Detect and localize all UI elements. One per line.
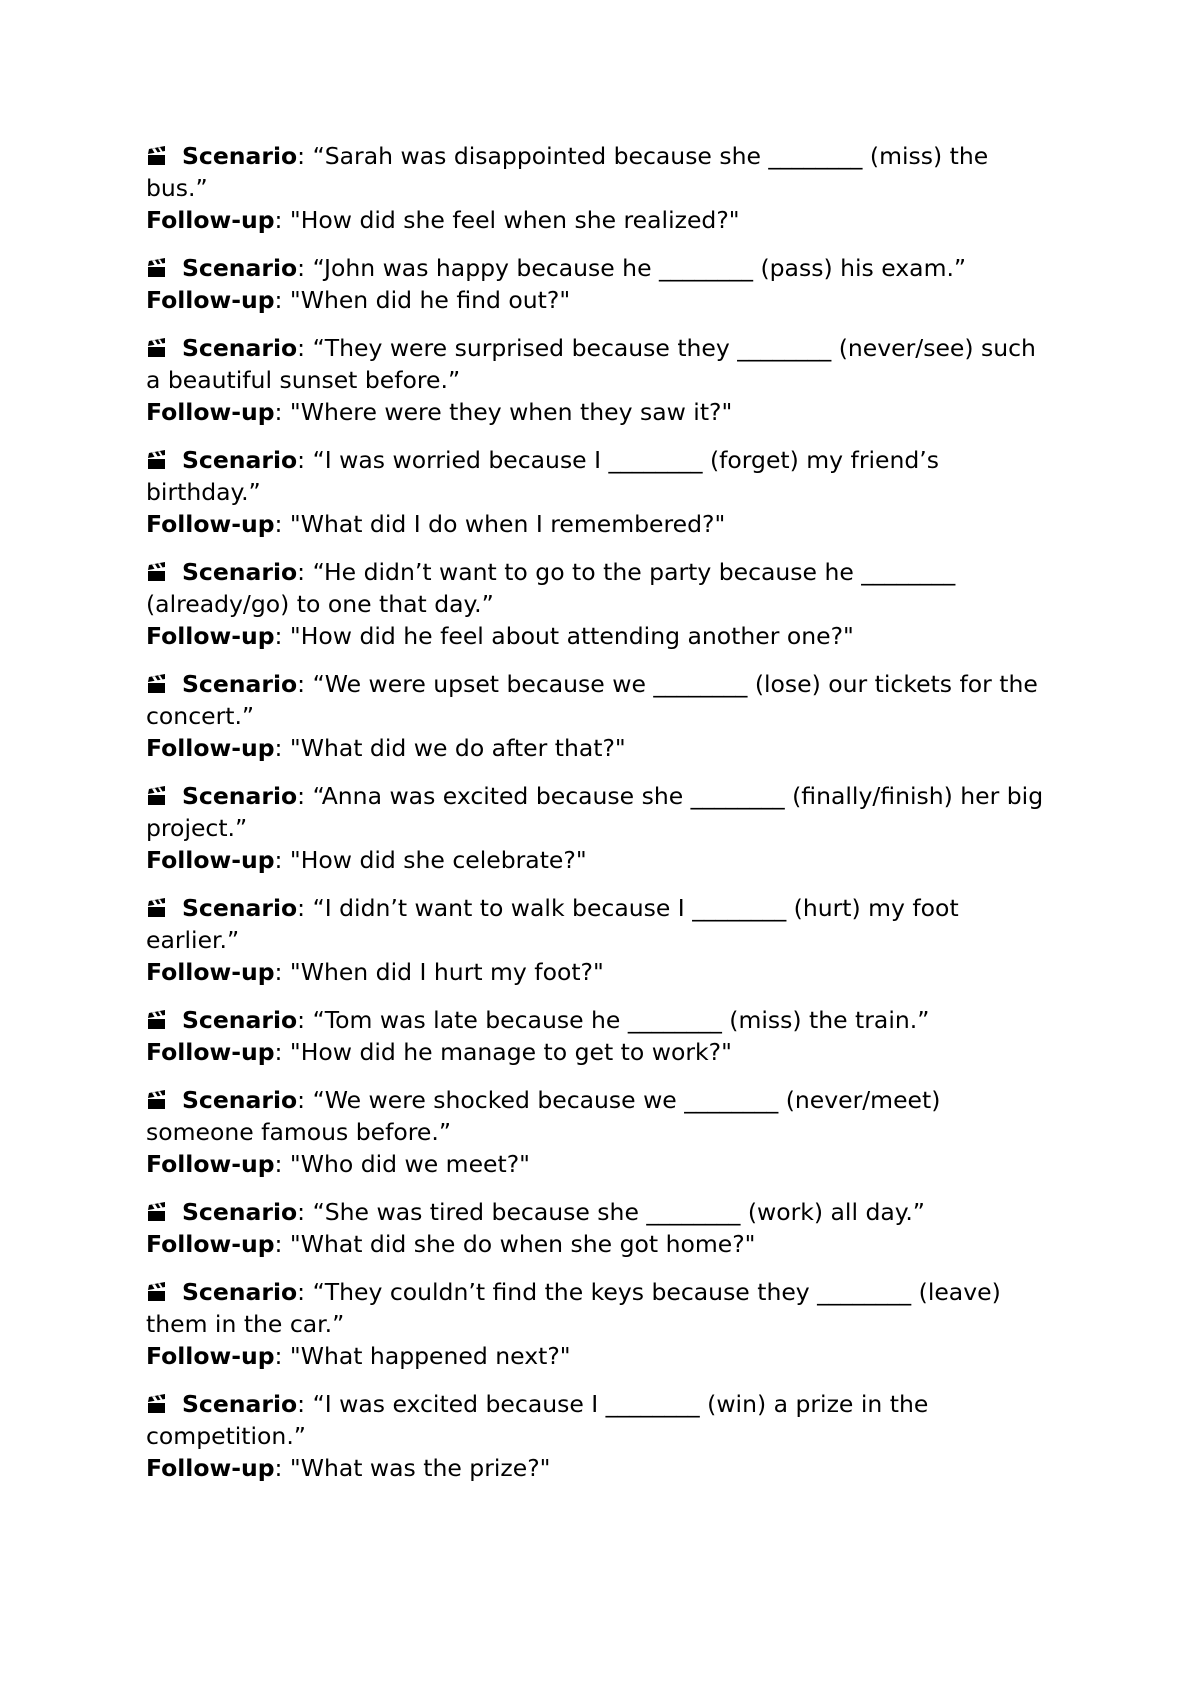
followup-label: Follow-up [146, 958, 275, 986]
followup-line: Follow-up: "Who did we meet?" [146, 1150, 530, 1178]
followup-label: Follow-up [146, 398, 275, 426]
scenario-item [146, 668, 1046, 764]
followup-line: Follow-up: "Where were they when they saw it?" [146, 398, 733, 426]
followup-label: Follow-up [146, 846, 275, 874]
scenario-text: “Tom was late because he ________ (miss) the train.” [312, 1006, 930, 1034]
followup-text: "Who did we meet?" [289, 1150, 530, 1178]
scenario-text: “John was happy because he ________ (pass) his exam.” [312, 254, 967, 282]
scenario-line: Scenario: “Tom was late because he ________ (miss) the train.” [146, 1004, 1046, 1036]
followup-text: "When did I hurt my foot?" [289, 958, 604, 986]
followup-text: "What did we do after that?" [289, 734, 626, 762]
scenario-text: “I was excited because I ________ (win) a prize in the competition.” [146, 1390, 929, 1450]
followup-label: Follow-up [146, 206, 275, 234]
scenario-item [146, 1004, 1046, 1068]
followup-line: Follow-up: "What did I do when I remembered?" [146, 510, 726, 538]
followup-label: Follow-up [146, 622, 275, 650]
scenario-text: “He didn’t want to go to the party because he ________ (already/go) to one that day.” [146, 558, 956, 618]
clapperboard-icon [146, 1009, 168, 1031]
scenario-line: Scenario: “Sarah was disappointed because she ________ (miss) the bus.” [146, 142, 989, 202]
followup-text: "How did she feel when she realized?" [289, 206, 740, 234]
scenario-label: Scenario [182, 1086, 298, 1114]
clapperboard-icon [146, 145, 168, 167]
scenario-item [146, 332, 1046, 428]
scenario-text: “They couldn’t find the keys because they ________ (leave) them in the car.” [146, 1278, 1001, 1338]
scenario-line: Scenario: “He didn’t want to go to the party because he ________ (already/go) to one that day.” [146, 558, 956, 618]
followup-text: "How did he manage to get to work?" [289, 1038, 732, 1066]
scenario-line: Scenario: “Anna was excited because she ________ (finally/finish) her big project.” [146, 782, 1044, 842]
clapperboard-icon [146, 257, 168, 279]
followup-line: Follow-up: "How did he manage to get to work?" [146, 1038, 732, 1066]
followup-label: Follow-up [146, 1454, 275, 1482]
followup-label: Follow-up [146, 1038, 275, 1066]
scenario-item [146, 140, 1046, 236]
scenario-item [146, 892, 1046, 988]
scenario-item [146, 556, 1046, 652]
clapperboard-icon [146, 785, 168, 807]
scenario-item [146, 780, 1046, 876]
clapperboard-icon [146, 561, 168, 583]
followup-label: Follow-up [146, 286, 275, 314]
followup-label: Follow-up [146, 510, 275, 538]
followup-text: "What did I do when I remembered?" [289, 510, 726, 538]
scenario-line: Scenario: “I was worried because I ________ (forget) my friend’s birthday.” [146, 446, 939, 506]
scenario-line: Scenario: “They couldn’t find the keys because they ________ (leave) them in the car.” [146, 1278, 1001, 1338]
scenario-item [146, 252, 1046, 316]
scenario-line: Scenario: “She was tired because she ________ (work) all day.” [146, 1196, 1046, 1228]
followup-line: Follow-up: "How did she celebrate?" [146, 846, 587, 874]
scenario-text: “I didn’t want to walk because I ________ (hurt) my foot earlier.” [146, 894, 959, 954]
scenario-text: “We were upset because we ________ (lose) our tickets for the concert.” [146, 670, 1038, 730]
followup-label: Follow-up [146, 1342, 275, 1370]
followup-line: Follow-up: "What was the prize?" [146, 1454, 551, 1482]
scenario-text: “Sarah was disappointed because she ________ (miss) the bus.” [146, 142, 989, 202]
scenario-label: Scenario [182, 1006, 298, 1034]
followup-line: Follow-up: "What did we do after that?" [146, 734, 626, 762]
scenario-text: “We were shocked because we ________ (never/meet) someone famous before.” [146, 1086, 941, 1146]
scenario-text: “Anna was excited because she ________ (finally/finish) her big project.” [146, 782, 1044, 842]
scenario-label: Scenario [182, 894, 298, 922]
scenario-item [146, 444, 1046, 540]
followup-text: "How did she celebrate?" [289, 846, 587, 874]
followup-text: "How did he feel about attending another one?" [289, 622, 854, 650]
scenario-label: Scenario [182, 782, 298, 810]
scenario-label: Scenario [182, 1278, 298, 1306]
followup-text: "What happened next?" [289, 1342, 571, 1370]
followup-line: Follow-up: "When did he find out?" [146, 286, 571, 314]
scenario-label: Scenario [182, 558, 298, 586]
followup-line: Follow-up: "How did he feel about attending another one?" [146, 622, 854, 650]
clapperboard-icon [146, 337, 168, 359]
scenario-text: “She was tired because she ________ (work) all day.” [312, 1198, 925, 1226]
scenario-label: Scenario [182, 142, 298, 170]
followup-line: Follow-up: "When did I hurt my foot?" [146, 958, 604, 986]
scenario-line: Scenario: “I was excited because I ________ (win) a prize in the competition.” [146, 1390, 929, 1450]
followup-line: Follow-up: "How did she feel when she realized?" [146, 206, 740, 234]
followup-text: "Where were they when they saw it?" [289, 398, 733, 426]
scenario-label: Scenario [182, 1198, 298, 1226]
scenario-item [146, 1388, 1046, 1484]
clapperboard-icon [146, 897, 168, 919]
followup-line: Follow-up: "What happened next?" [146, 1342, 571, 1370]
clapperboard-icon [146, 1201, 168, 1223]
clapperboard-icon [146, 673, 168, 695]
scenario-label: Scenario [182, 670, 298, 698]
scenario-item [146, 1196, 1046, 1260]
clapperboard-icon [146, 1281, 168, 1303]
scenario-label: Scenario [182, 1390, 298, 1418]
clapperboard-icon [146, 1393, 168, 1415]
scenario-item [146, 1276, 1046, 1372]
scenario-line: Scenario: “John was happy because he ________ (pass) his exam.” [146, 252, 1046, 284]
scenario-line: Scenario: “They were surprised because they ________ (never/see) such a beautiful sunset before.” [146, 334, 1036, 394]
scenario-list [146, 140, 1046, 1484]
scenario-item [146, 1084, 1046, 1180]
clapperboard-icon [146, 449, 168, 471]
clapperboard-icon [146, 1089, 168, 1111]
followup-line: Follow-up: "What did she do when she got home?" [146, 1230, 756, 1258]
followup-label: Follow-up [146, 734, 275, 762]
scenario-label: Scenario [182, 334, 298, 362]
followup-text: "What was the prize?" [289, 1454, 551, 1482]
scenario-line: Scenario: “We were upset because we ________ (lose) our tickets for the concert.” [146, 670, 1038, 730]
worksheet [146, 140, 1046, 1500]
scenario-line: Scenario: “I didn’t want to walk because I ________ (hurt) my foot earlier.” [146, 894, 959, 954]
scenario-line: Scenario: “We were shocked because we ________ (never/meet) someone famous before.” [146, 1086, 941, 1146]
followup-text: "What did she do when she got home?" [289, 1230, 756, 1258]
followup-label: Follow-up [146, 1230, 275, 1258]
scenario-text: “They were surprised because they ________ (never/see) such a beautiful sunset before.” [146, 334, 1036, 394]
scenario-label: Scenario [182, 446, 298, 474]
followup-label: Follow-up [146, 1150, 275, 1178]
scenario-label: Scenario [182, 254, 298, 282]
scenario-text: “I was worried because I ________ (forget) my friend’s birthday.” [146, 446, 939, 506]
followup-text: "When did he find out?" [289, 286, 571, 314]
